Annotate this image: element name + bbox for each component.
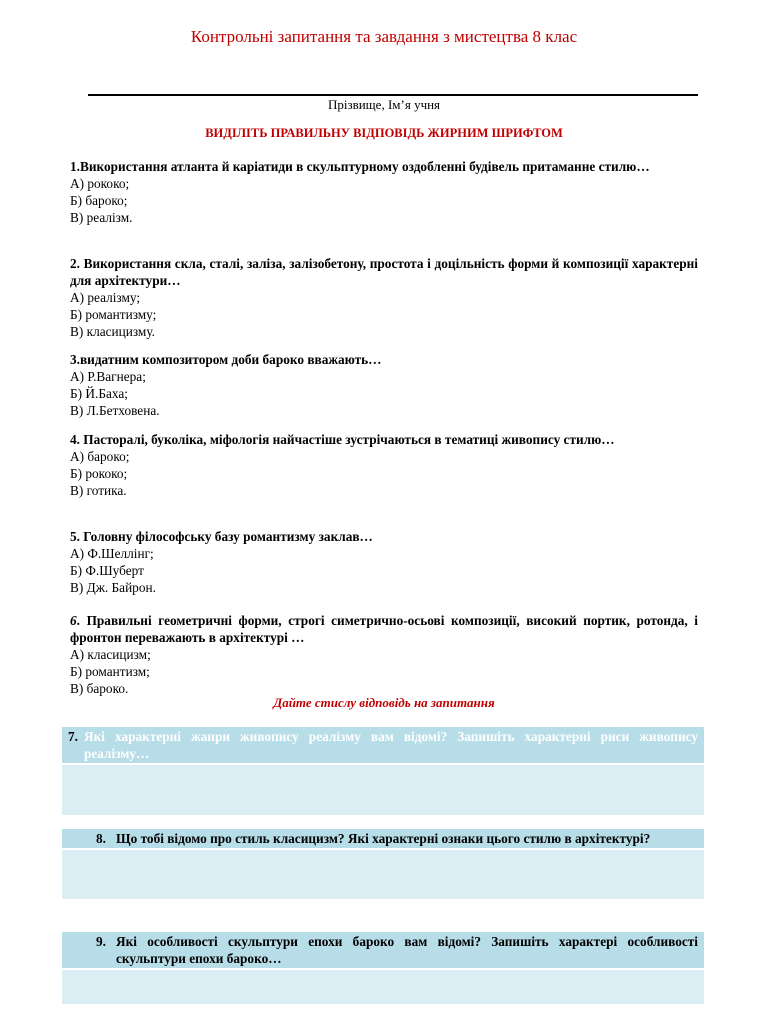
name-underline [88,94,698,96]
option-b[interactable]: Б) Ф.Шуберт [70,563,144,578]
instruction-text: ВИДІЛІТЬ ПРАВИЛЬНУ ВІДПОВІДЬ ЖИРНИМ ШРИФТОМ [205,126,563,140]
question-header [62,829,704,848]
open-question-7 [62,727,704,815]
question-number: 3. [70,352,80,367]
open-question-9 [62,932,704,1004]
question-number: 7. [68,729,78,744]
option-b[interactable]: Б) бароко; [70,193,128,208]
question-text: 1.Використання атланта й каріатиди в скульптурному оздобленні будівель притаманне стилю… [70,159,650,174]
option-a[interactable]: А) рококо; [70,176,130,191]
question-4 [70,431,698,499]
question-text: 5. Головну філософську базу романтизму заклав… [70,529,373,544]
option-c[interactable]: В) готика. [70,483,127,498]
answer-area[interactable] [62,848,704,899]
option-c[interactable]: В) реалізм. [70,210,133,225]
question-6 [70,612,698,697]
question-number: 2. [70,256,80,271]
option-a[interactable]: А) Р.Вагнера; [70,369,146,384]
question-text: 3.видатним композитором доби бароко вважають… [70,352,382,367]
option-b[interactable]: Б) романтизму; [70,307,157,322]
question-number: 4. [70,432,80,447]
page-title: Контрольні запитання та завдання з мистецтва 8 клас [190,27,578,46]
option-b[interactable]: Б) Й.Баха; [70,386,128,401]
option-a[interactable]: А) Ф.Шеллінг; [70,546,154,561]
question-number: 6 [70,613,77,628]
question-header [62,932,704,968]
option-c[interactable]: В) бароко. [70,681,129,696]
answer-area[interactable] [62,968,704,1004]
question-text: 6. Правильні геометричні форми, строгі симетрично-осьові композиції, високий портик, ротонда, і фронтон переважають в архітектурі … [70,613,698,645]
option-c[interactable]: В) класицизму. [70,324,155,339]
question-number: 1. [70,159,80,174]
question-1 [70,158,698,226]
option-a[interactable]: А) класицизм; [70,647,151,662]
student-name-label: Прізвище, Ім’я учня [327,97,441,112]
option-b[interactable]: Б) романтизм; [70,664,150,679]
question-number: 9. [96,934,106,949]
answer-area[interactable] [62,763,704,815]
question-text: Які характерні жанри живопису реалізму вам відомі? Запишіть характерні риси живопису реалізму… [83,729,698,761]
option-a[interactable]: А) реалізму; [70,290,141,305]
option-b[interactable]: Б) рококо; [70,466,128,481]
question-number: 8. [96,831,106,846]
question-number: 5. [70,529,80,544]
question-header [62,727,704,763]
open-section-heading: Дайте стислу відповідь на запитання [273,695,495,710]
option-c[interactable]: В) Л.Бетховена. [70,403,160,418]
question-text: 2. Використання скла, сталі, заліза, залізобетону, простота і доцільність форми й композиції характерні для архітектури… [70,256,698,288]
option-c[interactable]: В) Дж. Байрон. [70,580,156,595]
question-3 [70,351,698,419]
question-5 [70,528,698,596]
question-text: 4. Пасторалі, буколіка, міфологія найчастіше зустрічаються в тематиці живопису стилю… [70,432,615,447]
open-question-8 [62,829,704,899]
question-text: Що тобі відомо про стиль класицизм? Які характерні ознаки цього стилю в архітектурі? [116,831,651,846]
option-a[interactable]: А) бароко; [70,449,130,464]
question-text: Які особливості скульптури епохи бароко вам відомі? Запишіть характері особливості скульптури епохи бароко… [116,934,698,966]
question-2 [70,255,698,340]
